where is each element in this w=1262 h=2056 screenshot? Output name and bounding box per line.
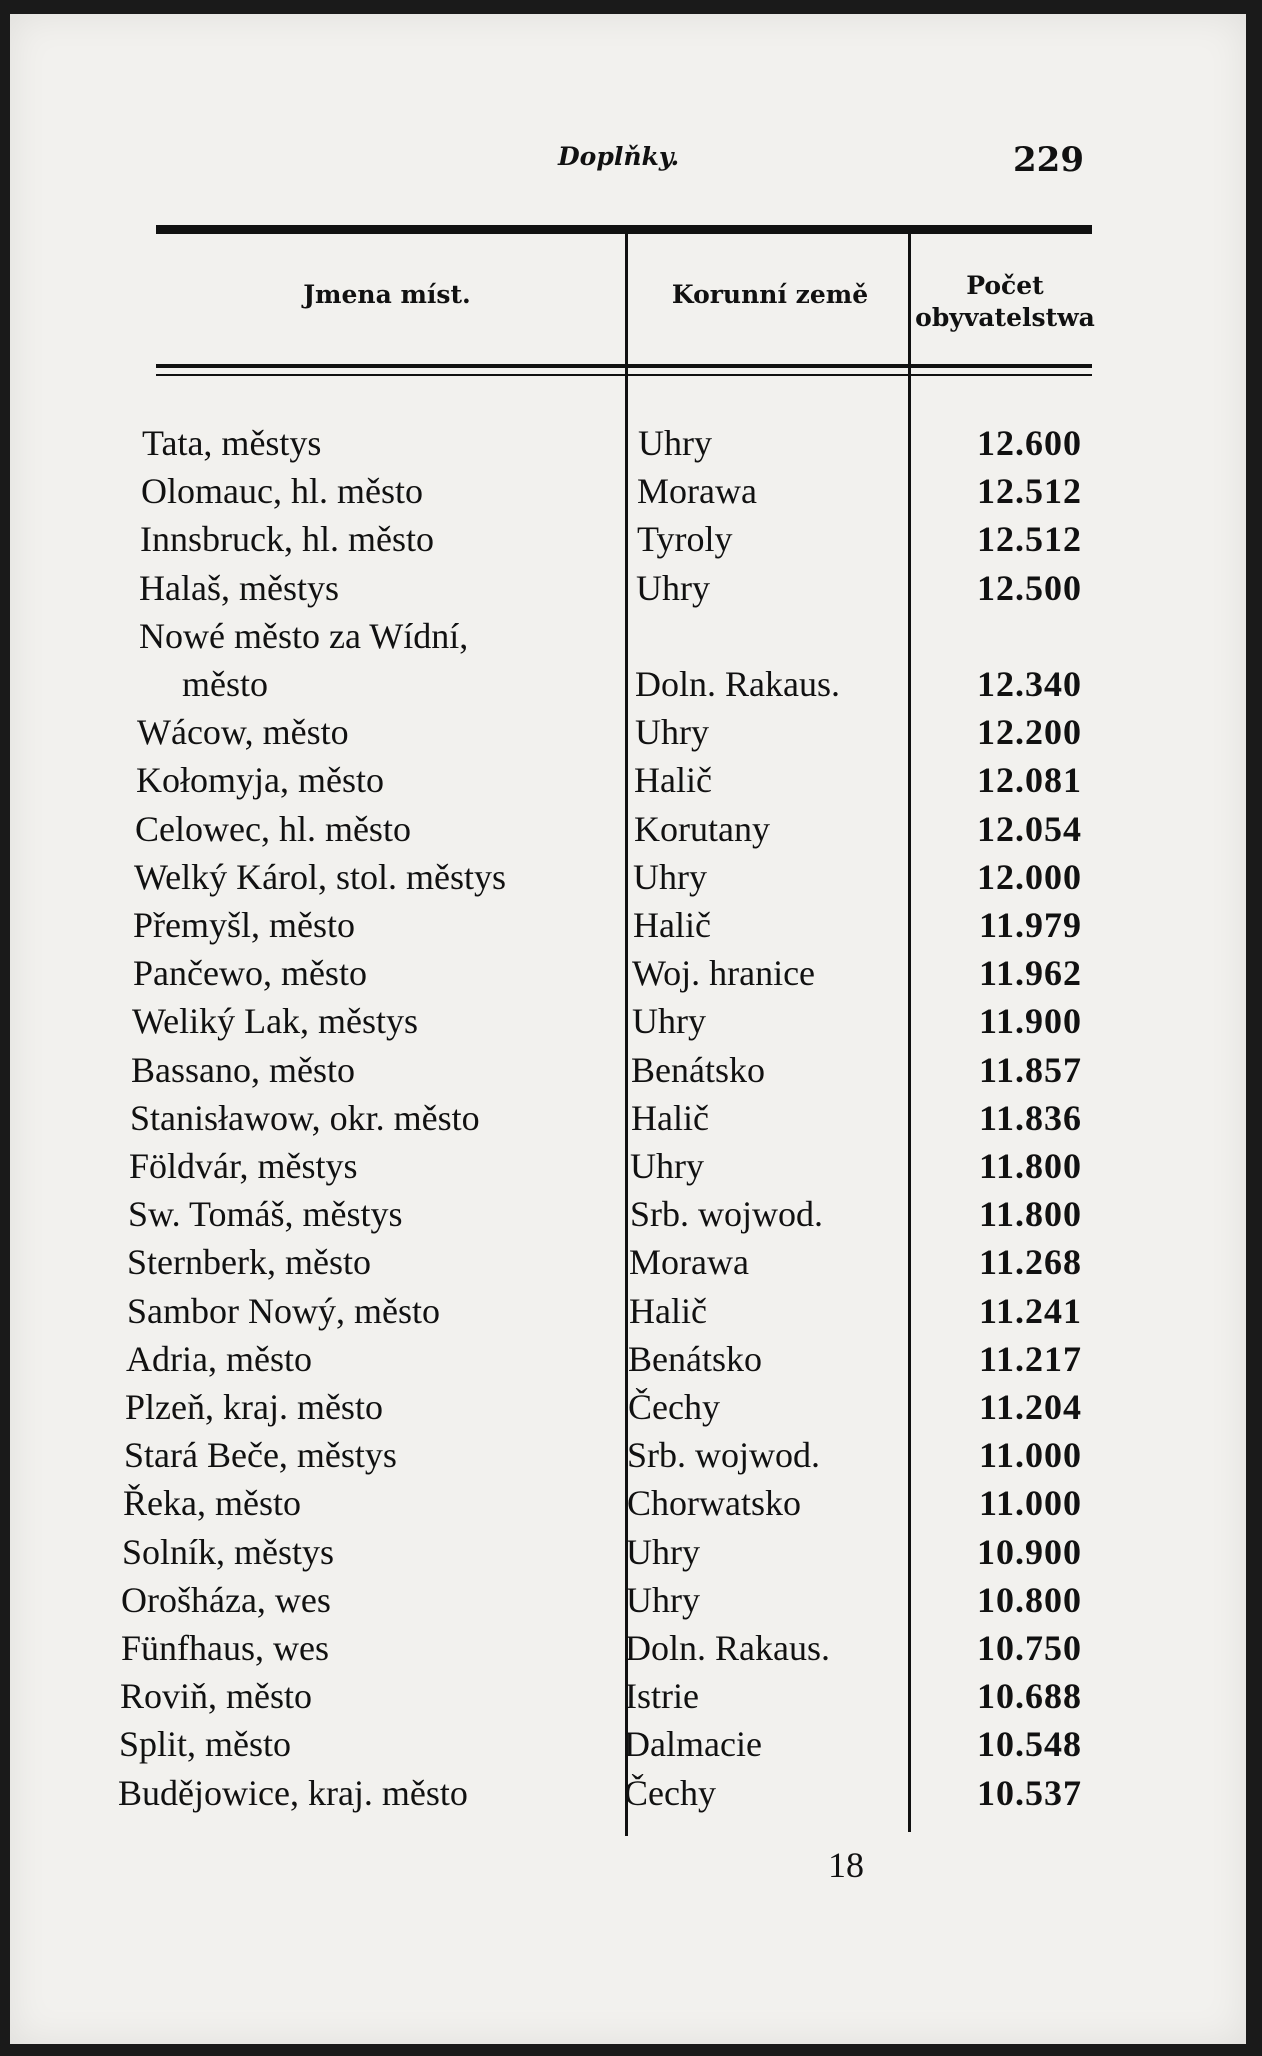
column-header-population: Počet obyvatelstwa xyxy=(915,271,1095,332)
table-cell-land: Halič xyxy=(634,760,712,801)
table-cell-land: Halič xyxy=(633,905,711,945)
table-cell-population: 10.900 xyxy=(977,1531,1082,1572)
table-cell-land: Morawa xyxy=(637,471,757,512)
table-cell-land: Uhry xyxy=(636,567,710,608)
table-cell-place: Halaš, městys xyxy=(139,567,339,608)
table-cell-land: Uhry xyxy=(630,1146,704,1186)
table-cell-place: Přemyšl, město xyxy=(133,905,355,945)
table-cell-place: Nowé město za Wídní, xyxy=(139,615,469,656)
table-cell-population: 11.800 xyxy=(978,1194,1082,1235)
table-cell-place: Weliký Lak, městys xyxy=(132,1001,419,1042)
table-cell-place: město xyxy=(182,664,268,704)
table-cell-place: Wácow, město xyxy=(137,712,349,753)
header-rule-thin xyxy=(156,374,1092,376)
table-cell-land: Benátsko xyxy=(631,1049,765,1090)
table-cell-place: Stanisławow, okr. město xyxy=(130,1097,480,1138)
table-cell-place: Orošháza, wes xyxy=(121,1579,331,1620)
table-cell-place: Pančewo, město xyxy=(133,953,367,994)
table-cell-place: Bassano, město xyxy=(131,1049,355,1090)
table-cell-population: 11.000 xyxy=(978,1483,1082,1524)
top-rule xyxy=(156,225,1092,234)
table-cell-population: 11.000 xyxy=(978,1435,1082,1476)
running-head: Doplňky. xyxy=(558,142,680,171)
table-cell-population: 11.836 xyxy=(978,1097,1082,1138)
table-cell-population: 12.200 xyxy=(977,712,1082,753)
table-cell-land: Woj. hranice xyxy=(632,953,816,994)
table-cell-land: Halič xyxy=(629,1290,707,1331)
table-cell-place: Plzeň, kraj. město xyxy=(125,1387,383,1427)
table-cell-land: Uhry xyxy=(626,1579,700,1620)
table-cell-place: Adria, město xyxy=(126,1338,312,1379)
table-cell-population: 12.500 xyxy=(977,567,1082,608)
table-cell-population: 10.688 xyxy=(977,1676,1082,1717)
book-page xyxy=(10,14,1246,2044)
table-cell-population: 12.512 xyxy=(977,471,1082,512)
table-cell-population: 12.054 xyxy=(977,808,1082,849)
table-cell-land: Dalmacie xyxy=(624,1724,762,1765)
table-cell-population: 11.800 xyxy=(978,1146,1082,1186)
column-header-land: Korunní země xyxy=(671,280,869,309)
table-cell-population: 11.900 xyxy=(978,1001,1082,1042)
table-cell-place: Innsbruck, hl. město xyxy=(140,519,434,560)
table-cell-place: Budějowice, kraj. město xyxy=(118,1772,468,1813)
table-cell-population: 11.217 xyxy=(978,1338,1082,1379)
column-header-place: Jmena míst. xyxy=(303,280,471,309)
table-cell-place: Celowec, hl. město xyxy=(135,808,411,849)
table-cell-place: Földvár, městys xyxy=(129,1146,358,1186)
table-cell-land: Korutany xyxy=(634,808,770,849)
table-cell-place: Sw. Tomáš, městys xyxy=(128,1194,403,1235)
table-cell-population: 11.204 xyxy=(978,1387,1082,1427)
table-cell-place: Olomauc, hl. město xyxy=(141,471,423,512)
table-cell-place: Roviň, město xyxy=(120,1676,313,1717)
table-cell-population: 12.000 xyxy=(977,856,1082,897)
header-rule xyxy=(156,364,1092,368)
table-cell-land: Čechy xyxy=(628,1387,720,1427)
table-cell-population: 11.241 xyxy=(978,1290,1082,1331)
table-cell-population: 10.750 xyxy=(977,1628,1082,1668)
table-cell-land: Uhry xyxy=(626,1531,700,1572)
table-cell-place: Solník, městys xyxy=(122,1531,335,1572)
table-cell-population: 12.600 xyxy=(977,423,1082,463)
table-cell-place: Kołomyja, město xyxy=(136,760,384,801)
table-cell-population: 11.979 xyxy=(978,905,1082,945)
table-cell-land: Uhry xyxy=(635,712,709,753)
table-cell-place: Fünfhaus, wes xyxy=(121,1628,329,1668)
table-cell-land: Benátsko xyxy=(628,1338,762,1379)
signature-mark: 18 xyxy=(828,1845,864,1885)
table-cell-population: 11.268 xyxy=(978,1242,1082,1283)
table-cell-land: Halič xyxy=(631,1097,709,1138)
table-cell-land: Srb. wojwod. xyxy=(630,1194,824,1235)
table-cell-population: 11.962 xyxy=(978,953,1082,994)
table-cell-place: Split, město xyxy=(119,1724,292,1765)
table-cell-land: Istrie xyxy=(625,1676,699,1717)
table-cell-population: 12.340 xyxy=(977,664,1082,704)
table-cell-population: 10.548 xyxy=(977,1724,1082,1765)
table-cell-land: Uhry xyxy=(638,423,712,463)
table-cell-land: Čechy xyxy=(624,1772,716,1813)
table-cell-land: Morawa xyxy=(629,1242,749,1283)
table-cell-population: 12.081 xyxy=(977,760,1082,801)
table-cell-place: Řeka, město xyxy=(123,1483,301,1524)
table-cell-place: Tata, městys xyxy=(142,423,322,463)
table-cell-population: 12.512 xyxy=(977,519,1082,560)
table-cell-land: Srb. wojwod. xyxy=(627,1435,821,1476)
table-cell-population: 10.537 xyxy=(977,1772,1082,1813)
table-cell-land: Tyroly xyxy=(637,519,733,560)
column-divider-2 xyxy=(908,232,911,1832)
table-cell-land: Uhry xyxy=(633,856,707,897)
table-cell-population: 10.800 xyxy=(977,1579,1082,1620)
table-cell-place: Welký Károl, stol. městys xyxy=(134,856,507,897)
table-cell-place: Stará Beče, městys xyxy=(124,1435,397,1476)
table-cell-place: Sternberk, město xyxy=(127,1242,371,1283)
table-cell-land: Uhry xyxy=(632,1001,706,1042)
table-cell-land: Doln. Rakaus. xyxy=(625,1628,830,1668)
page-number: 229 xyxy=(1013,140,1084,180)
table-cell-land: Chorwatsko xyxy=(627,1483,801,1524)
table-cell-population: 11.857 xyxy=(978,1049,1082,1090)
table-cell-land: Doln. Rakaus. xyxy=(635,664,840,704)
table-cell-place: Sambor Nowý, město xyxy=(127,1290,440,1331)
